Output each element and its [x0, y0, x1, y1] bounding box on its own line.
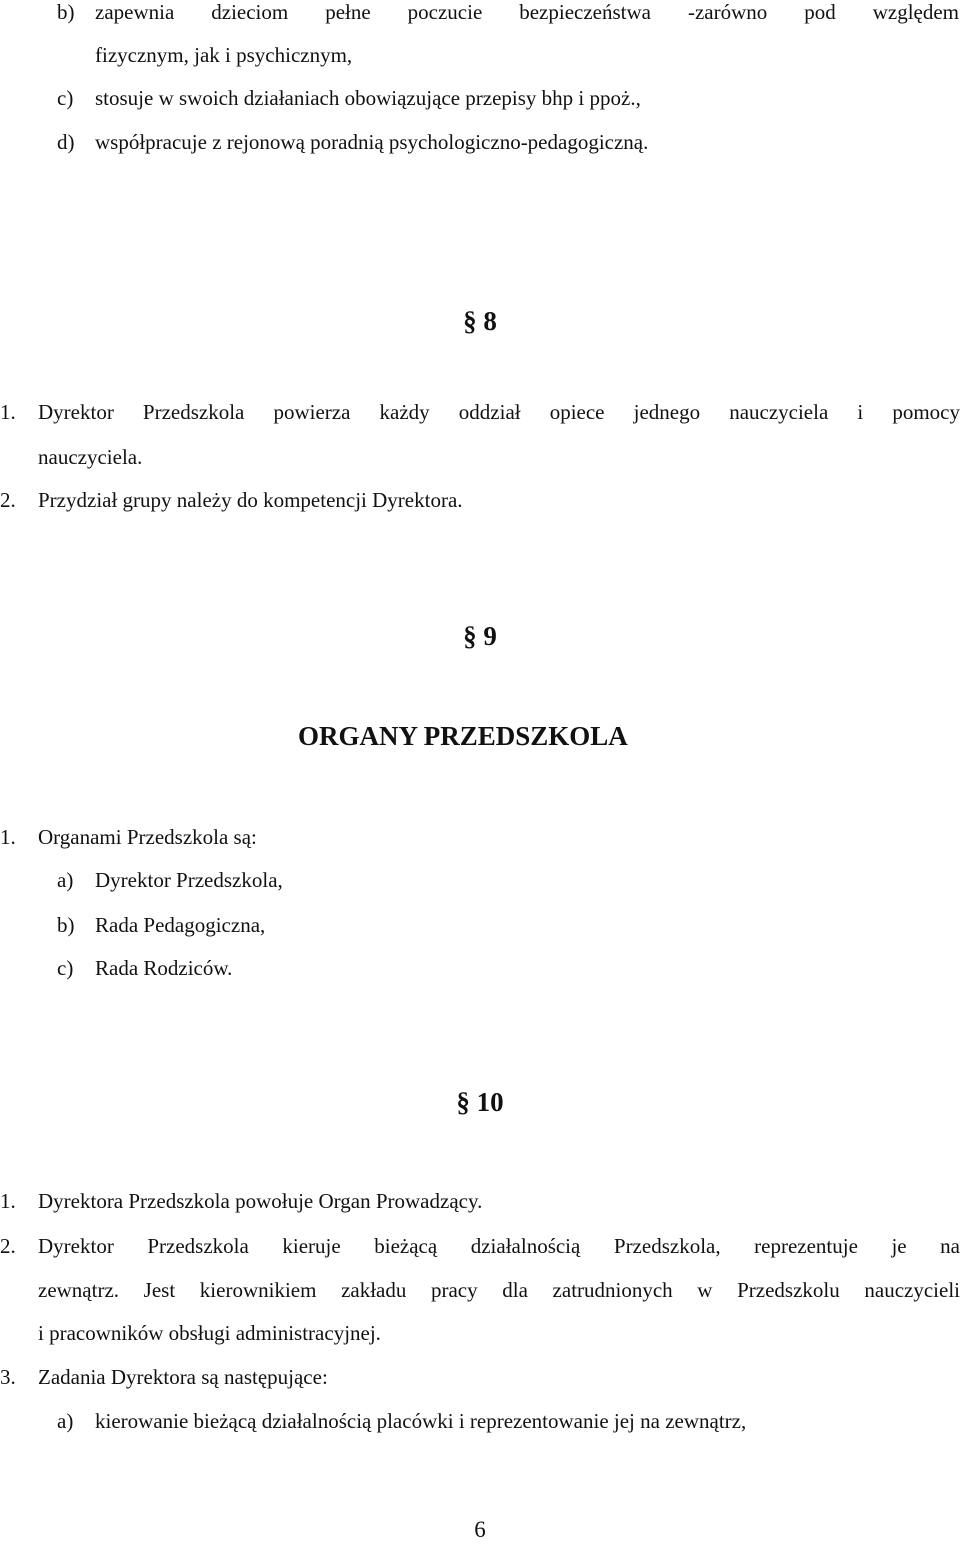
list-item-b	[57, 0, 959, 25]
list-item-text: Rada Rodziców.	[95, 956, 233, 980]
list-marker: b)	[57, 913, 75, 937]
list-item-text: Rada Pedagogiczna,	[95, 913, 266, 937]
list-marker: a)	[57, 1409, 74, 1433]
list-item-text: Dyrektora Przedszkola powołuje Organ Prowadzący.	[38, 1189, 483, 1213]
list-marker: a)	[57, 868, 74, 892]
section-8-item-1	[0, 399, 960, 425]
list-item-text: Dyrektor Przedszkola kieruje bieżącą działalnością Przedszkola, reprezentuje je na	[38, 1234, 960, 1258]
section-10-title: § 10	[456, 1087, 504, 1117]
list-marker: 2.	[0, 1234, 16, 1258]
section-9-item-1	[0, 824, 257, 850]
list-item-continuation: nauczyciela.	[38, 445, 143, 469]
section-9-subitem-c	[57, 955, 232, 981]
list-item-text: Dyrektor Przedszkola,	[95, 868, 283, 892]
section-10-subitem-a	[57, 1408, 746, 1434]
section-9-subitem-a	[57, 867, 283, 893]
list-item-text: Dyrektor Przedszkola powierza każdy oddział opiece jednego nauczyciela i pomocy	[38, 400, 960, 424]
section-10-item-1	[0, 1188, 482, 1214]
list-item-continuation: fizycznym, jak i psychicznym,	[95, 43, 353, 67]
list-item-text: Zadania Dyrektora są następujące:	[38, 1365, 328, 1389]
list-marker: 1.	[0, 1189, 16, 1213]
list-marker: 1.	[0, 825, 16, 849]
list-item-text: Organami Przedszkola są:	[38, 825, 257, 849]
section-8-item-2	[0, 487, 463, 513]
list-marker: c)	[57, 956, 74, 980]
section-9-subitem-b	[57, 912, 265, 938]
list-marker: 2.	[0, 488, 16, 512]
list-item-text: stosuje w swoich działaniach obowiązujące przepisy bhp i ppoż.,	[95, 86, 641, 110]
list-item-c	[57, 85, 641, 111]
section-8-title: § 8	[463, 306, 497, 336]
list-marker: 3.	[0, 1365, 16, 1389]
section-10-item-2	[0, 1233, 960, 1259]
list-item-d	[57, 129, 648, 155]
list-marker: 1.	[0, 400, 16, 424]
list-marker: b)	[57, 0, 75, 24]
page-number: 6	[474, 1517, 486, 1542]
list-marker: d)	[57, 130, 75, 154]
section-10-item-3	[0, 1364, 328, 1390]
section-heading: ORGANY PRZEDSZKOLA	[298, 721, 628, 751]
list-item-continuation: i pracowników obsługi administracyjnej.	[38, 1321, 381, 1345]
list-item-text: Przydział grupy należy do kompetencji Dyrektora.	[38, 488, 463, 512]
list-item-text: zapewnia dzieciom pełne poczucie bezpieczeństwa -zarówno pod względem	[95, 0, 959, 24]
list-item-text: współpracuje z rejonową poradnią psychologiczno-pedagogiczną.	[95, 130, 649, 154]
list-item-text: kierowanie bieżącą działalnością placówki i reprezentowanie jej na zewnątrz,	[95, 1409, 747, 1433]
list-item-continuation: zewnątrz. Jest kierownikiem zakładu pracy dla zatrudnionych w Przedszkolu nauczycieli	[38, 1278, 960, 1302]
list-marker: c)	[57, 86, 74, 110]
section-9-title: § 9	[463, 621, 497, 651]
